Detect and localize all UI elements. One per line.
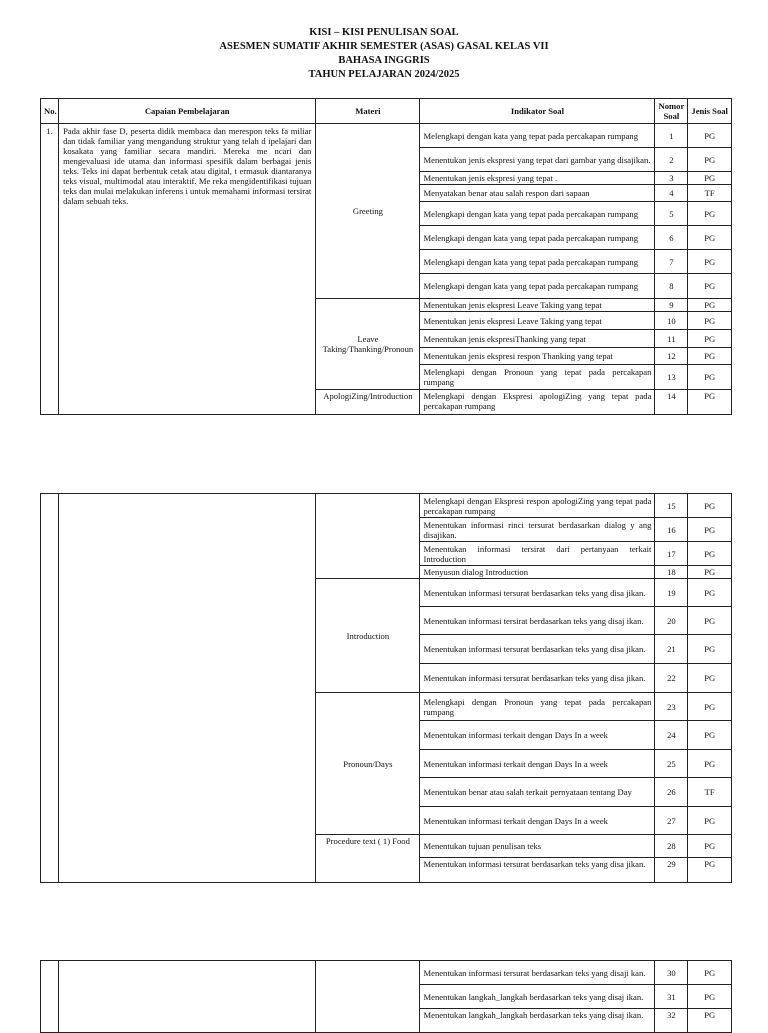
col-header-jenis: Jenis Soal (688, 99, 732, 124)
jenis-cell: PG (688, 1009, 732, 1033)
nomor-cell: 28 (655, 835, 688, 858)
indikator-cell: Menentukan jenis ekspresi yang tepat . (420, 172, 655, 185)
nomor-cell: 15 (655, 494, 688, 518)
row-number: 1. (41, 124, 59, 415)
header-title: KISI – KISI PENULISAN SOAL (309, 27, 459, 38)
jenis-cell: TF (688, 778, 732, 807)
jenis-cell: PG (688, 807, 732, 835)
col-header-no: No. (41, 99, 59, 124)
nomor-cell: 2 (655, 148, 688, 172)
nomor-cell: 13 (655, 365, 688, 390)
indikator-cell: Menentukan langkah_langkah berdasarkan teks yang disaj ikan. (420, 1009, 655, 1033)
indikator-cell: Menentukan informasi terkait dengan Days In a week (420, 750, 655, 778)
nomor-cell: 24 (655, 721, 688, 750)
jenis-cell: PG (688, 721, 732, 750)
nomor-cell: 9 (655, 299, 688, 312)
nomor-cell: 10 (655, 312, 688, 330)
jenis-cell: PG (688, 693, 732, 721)
nomor-cell: 8 (655, 274, 688, 299)
indikator-cell: Melengkapi dengan Pronoun yang tepat pada percakapan rumpang (420, 693, 655, 721)
document-header (0, 26, 768, 82)
col-header-materi: Materi (316, 99, 420, 124)
jenis-cell: PG (688, 250, 732, 274)
jenis-cell: PG (688, 566, 732, 579)
jenis-cell: PG (688, 330, 732, 348)
jenis-cell: PG (688, 664, 732, 693)
row-number-empty (41, 961, 59, 1033)
nomor-cell: 22 (655, 664, 688, 693)
nomor-cell: 20 (655, 607, 688, 635)
jenis-cell: PG (688, 607, 732, 635)
header-subtitle: ASESMEN SUMATIF AKHIR SEMESTER (ASAS) GASAL KELAS VII (219, 41, 549, 52)
kisi-table-page-1 (40, 98, 732, 415)
indikator-cell: Melengkapi dengan kata yang tepat pada percakapan rumpang (420, 250, 655, 274)
jenis-cell: PG (688, 518, 732, 542)
indikator-cell: Menyatakan benar atau salah respon dari sapaan (420, 185, 655, 202)
jenis-cell: PG (688, 312, 732, 330)
jenis-cell: PG (688, 226, 732, 250)
nomor-cell: 23 (655, 693, 688, 721)
nomor-cell: 27 (655, 807, 688, 835)
jenis-cell: PG (688, 858, 732, 883)
indikator-cell: Menentukan informasi tersurat berdasarkan teks yang disaji kan. (420, 961, 655, 985)
nomor-cell: 31 (655, 985, 688, 1009)
indikator-cell: Menentukan jenis ekspresiThanking yang tepat (420, 330, 655, 348)
materi-procedure-text: Procedure text ( 1) Food (316, 835, 420, 883)
materi-empty (316, 961, 420, 1033)
nomor-cell: 14 (655, 390, 688, 415)
col-header-indikator: Indikator Soal (420, 99, 655, 124)
jenis-cell: PG (688, 299, 732, 312)
nomor-cell: 6 (655, 226, 688, 250)
table-row (41, 494, 732, 518)
nomor-cell: 29 (655, 858, 688, 883)
indikator-cell: Melengkapi dengan Ekspresi respon apologiZing yang tepat pada percakapan rumpang (420, 494, 655, 518)
nomor-cell: 19 (655, 579, 688, 607)
jenis-cell: PG (688, 124, 732, 148)
indikator-cell: Menentukan jenis ekspresi respon Thanking yang tepat (420, 348, 655, 365)
nomor-cell: 32 (655, 1009, 688, 1033)
capaian-empty (59, 494, 316, 883)
nomor-cell: 17 (655, 542, 688, 566)
jenis-cell: PG (688, 390, 732, 415)
nomor-cell: 30 (655, 961, 688, 985)
jenis-cell: PG (688, 835, 732, 858)
indikator-cell: Menyusun dialog Introduction (420, 566, 655, 579)
indikator-cell: Menentukan informasi terkait dengan Days In a week (420, 721, 655, 750)
jenis-cell: PG (688, 274, 732, 299)
col-header-nomor: Nomor Soal (655, 99, 688, 124)
nomor-cell: 3 (655, 172, 688, 185)
jenis-cell: TF (688, 185, 732, 202)
jenis-cell: PG (688, 172, 732, 185)
kisi-table-page-2 (40, 493, 732, 883)
indikator-cell: Menentukan jenis ekspresi Leave Taking yang tepat (420, 299, 655, 312)
jenis-cell: PG (688, 348, 732, 365)
materi-leave-taking: Leave Taking/Thanking/Pronoun (316, 299, 420, 390)
materi-pronoun-days: Pronoun/Days (316, 693, 420, 835)
nomor-cell: 1 (655, 124, 688, 148)
jenis-cell: PG (688, 750, 732, 778)
indikator-cell: Menentukan informasi tersurat berdasarkan teks yang disa jikan. (420, 664, 655, 693)
capaian-empty (59, 961, 316, 1033)
jenis-cell: PG (688, 542, 732, 566)
nomor-cell: 11 (655, 330, 688, 348)
nomor-cell: 16 (655, 518, 688, 542)
jenis-cell: PG (688, 635, 732, 664)
nomor-cell: 7 (655, 250, 688, 274)
nomor-cell: 21 (655, 635, 688, 664)
indikator-cell: Melengkapi dengan kata yang tepat pada percakapan rumpang (420, 124, 655, 148)
capaian-text: Pada akhir fase D, peserta didik membaca dan merespon teks fa miliar dan tidak familiar yang mengandung struktur yang telah d ipelajari dan kosakata yang familiar secara mandiri. Mereka me ncari dan mengevaluasi ide utama dan informasi spesifik dalam berbagai jenis teks. Teks ini dapat berbentuk cetak atau digital, t ermasuk diantaranya teks visual, multimodal atau interaktif. Me reka mengidentifikasi tujuan teks dan mulai melakukan inferens i untuk memahami informasi tersirat dalam sebuah teks. (59, 124, 316, 415)
materi-greeting: Greeting (316, 124, 420, 299)
nomor-cell: 5 (655, 202, 688, 226)
indikator-cell: Menentukan informasi tersirat berdasarkan teks yang disaj ikan. (420, 607, 655, 635)
materi-empty (316, 494, 420, 579)
indikator-cell: Menentukan informasi tersurat berdasarkan teks yang disa jikan. (420, 635, 655, 664)
indikator-cell: Menentukan jenis ekspresi yang tepat dari gambar yang disajikan. (420, 148, 655, 172)
col-header-capaian: Capaian Pembelajaran (59, 99, 316, 124)
jenis-cell: PG (688, 148, 732, 172)
indikator-cell: Menentukan informasi terkait dengan Days In a week (420, 807, 655, 835)
indikator-cell: Melengkapi dengan Ekspresi apologiZing yang tepat pada percakapan rumpang (420, 390, 655, 415)
indikator-cell: Menentukan jenis ekspresi Leave Taking yang tepat (420, 312, 655, 330)
header-year: TAHUN PELAJARAN 2024/2025 (308, 69, 460, 80)
indikator-cell: Menentukan benar atau salah terkait pernyataan tentang Day (420, 778, 655, 807)
row-number-empty (41, 494, 59, 883)
jenis-cell: PG (688, 961, 732, 985)
nomor-cell: 12 (655, 348, 688, 365)
nomor-cell: 25 (655, 750, 688, 778)
indikator-cell: Melengkapi dengan kata yang tepat pada percakapan rumpang (420, 202, 655, 226)
indikator-cell: Menentukan informasi rinci tersurat berdasarkan dialog y ang disajikan. (420, 518, 655, 542)
indikator-cell: Menentukan informasi tersurat berdasarkan teks yang disa jikan. (420, 858, 655, 883)
materi-apologizing: ApologiZing/Introduction (316, 390, 420, 415)
indikator-cell: Melengkapi dengan Pronoun yang tepat pada percakapan rumpang (420, 365, 655, 390)
jenis-cell: PG (688, 579, 732, 607)
table-row (41, 124, 732, 148)
header-subject: BAHASA INGGRIS (338, 55, 430, 66)
table-header-row (41, 99, 732, 124)
indikator-cell: Menentukan informasi tersurat berdasarkan teks yang disa jikan. (420, 579, 655, 607)
nomor-cell: 4 (655, 185, 688, 202)
indikator-cell: Melengkapi dengan kata yang tepat pada percakapan rumpang (420, 226, 655, 250)
jenis-cell: PG (688, 202, 732, 226)
indikator-cell: Menentukan langkah_langkah berdasarkan teks yang disaj ikan. (420, 985, 655, 1009)
jenis-cell: PG (688, 494, 732, 518)
table-row (41, 961, 732, 985)
nomor-cell: 26 (655, 778, 688, 807)
indikator-cell: Menentukan informasi tersirat dari pertanyaan terkait Introduction (420, 542, 655, 566)
kisi-table-page-3 (40, 960, 732, 1033)
jenis-cell: PG (688, 985, 732, 1009)
indikator-cell: Menentukan tujuan penulisan teks (420, 835, 655, 858)
jenis-cell: PG (688, 365, 732, 390)
indikator-cell: Melengkapi dengan kata yang tepat pada percakapan rumpang (420, 274, 655, 299)
materi-introduction: Introduction (316, 579, 420, 693)
nomor-cell: 18 (655, 566, 688, 579)
